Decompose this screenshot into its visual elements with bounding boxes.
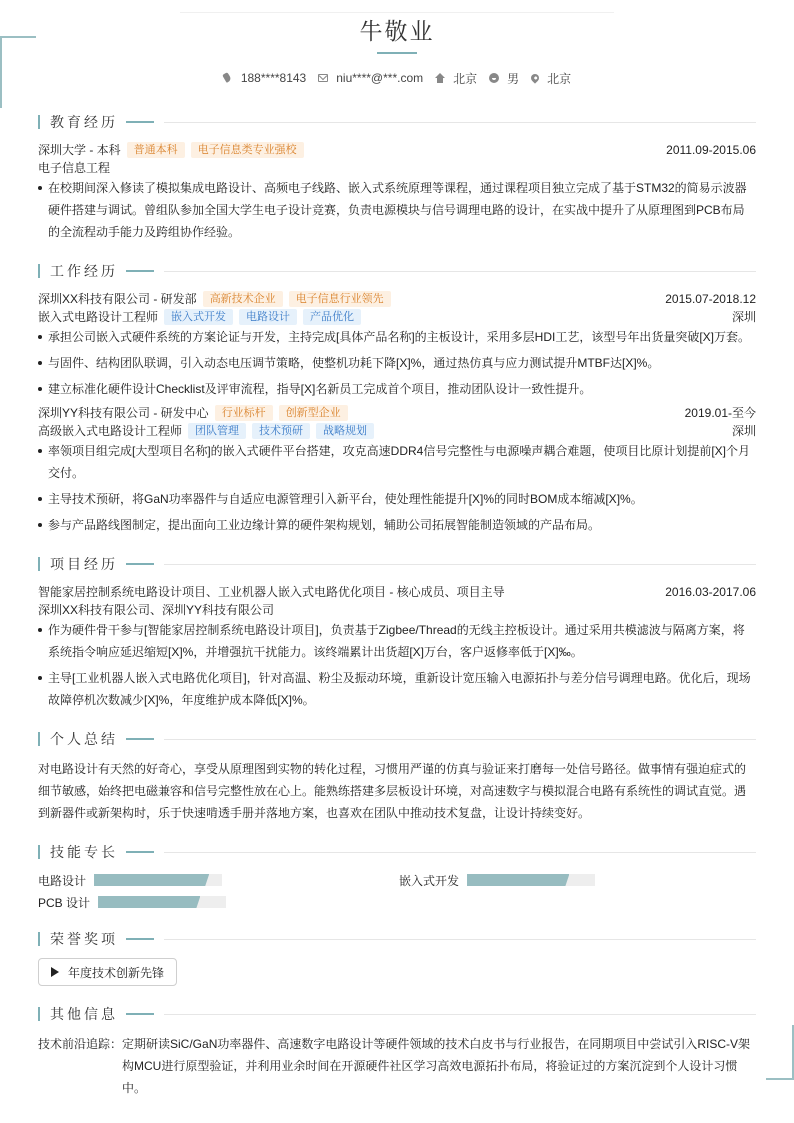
work-city: 深圳: [731, 424, 756, 438]
section-marker: [38, 115, 40, 129]
section-marker: [38, 1007, 40, 1021]
section-summary: [38, 731, 756, 747]
skill-bar: [98, 896, 226, 908]
skill-name: PCB 设计: [38, 895, 91, 910]
section-title: 个人总结: [50, 731, 118, 747]
work-dates: 2015.07-2018.12: [665, 292, 756, 306]
other-info-label: 技术前沿追踪：: [38, 1037, 123, 1051]
project-bullet: 作为硬件骨干参与[智能家居控制系统电路设计项目]，负责基于Zigbee/Thread的无线主控板设计。通过采用共模滤波与隔离方案，将系统指令响应延迟缩短[X]%，并增强抗干扰能力。该终端累计出货超[X]万台，客户返修率低于[X]‰。: [38, 619, 756, 663]
company-tag: 电子信息行业领先: [289, 291, 391, 307]
company-name: 深圳XX科技有限公司 - 研发部: [38, 292, 197, 306]
section-accent-line: [126, 738, 154, 740]
education-major-row: [38, 159, 756, 177]
corner-decoration-top-left-vertical: [0, 36, 2, 108]
section-marker: [38, 845, 40, 859]
project-dates: 2016.03-2017.06: [665, 585, 756, 599]
role-tag: 团队管理: [188, 423, 246, 439]
section-education: [38, 114, 756, 130]
company-tag: 行业标杆: [215, 405, 273, 421]
corner-decoration-top-left: [0, 36, 36, 38]
contact-gender: [489, 70, 519, 87]
section-marker: [38, 932, 40, 946]
work-role-row: [38, 422, 756, 440]
project-title-row: [38, 583, 756, 601]
work-company-row: [38, 290, 756, 308]
section-accent-line: [126, 121, 154, 123]
section-projects: [38, 556, 756, 572]
section-marker: [38, 264, 40, 278]
gender-text: 男: [507, 71, 520, 86]
skill-item: [38, 895, 226, 909]
section-rule: [164, 939, 756, 940]
skill-bar: [467, 874, 595, 886]
project-companies: 深圳XX科技有限公司、深圳YY科技有限公司: [38, 603, 275, 617]
job-title: 嵌入式电路设计工程师: [38, 310, 159, 324]
section-rule: [164, 271, 756, 272]
education-dates: 2011.09-2015.06: [666, 143, 756, 157]
section-title: 其他信息: [50, 1006, 118, 1022]
school-name: 深圳大学 - 本科: [38, 143, 121, 157]
section-title: 荣誉奖项: [50, 931, 118, 947]
contact-phone: [223, 71, 306, 85]
corner-decoration-bottom-right: [766, 1078, 794, 1080]
section-accent-line: [126, 1013, 154, 1015]
location-text: 北京: [547, 71, 572, 86]
location-pin-icon: [529, 72, 540, 83]
work-bullet: 建立标准化硬件设计Checklist及评审流程，指导[X]名新员工完成首个项目，推动团队设计一致性提升。: [38, 378, 756, 400]
section-title: 项目经历: [50, 556, 118, 572]
section-title: 教育经历: [50, 114, 118, 130]
section-rule: [164, 1014, 756, 1015]
section-rule: [164, 564, 756, 565]
section-title: 技能专长: [50, 844, 118, 860]
play-triangle-icon: [51, 967, 59, 977]
mail-icon: [318, 74, 328, 82]
summary-text: 对电路设计有天然的好奇心，享受从原理图到实物的转化过程，习惯用严谨的仿真与验证来打磨每一处信号路径。做事情有强迫症式的细节敏感，始终把电磁兼容和信号完整性放在心上。能熟练搭建多层板设计环境，对高速数字与模拟混合电路有系统性的调试直觉。遇到新器件或新架构时，乐于快速啃透手册并落地方案，也喜欢在团队中推动技术复盘，让设计持续变好。: [38, 762, 747, 820]
candidate-name: 牛敬业: [359, 18, 435, 44]
company-tag: 高新技术企业: [203, 291, 283, 307]
section-accent-line: [126, 563, 154, 565]
company-tag: 创新型企业: [279, 405, 348, 421]
skill-name: 电路设计: [38, 873, 87, 888]
other-info-row: [38, 1033, 756, 1099]
section-other: [38, 1006, 756, 1022]
work-bullet: 主导技术预研，将GaN功率器件与自适应电源管理引入新平台，使处理性能提升[X]%的同时BOM成本缩减[X]%。: [38, 488, 756, 510]
work-bullet: 与固件、结构团队联调，引入动态电压调节策略，使整机功耗下降[X]%，通过热仿真与应力测试提升MTBF达[X]%。: [38, 352, 756, 374]
section-rule: [164, 122, 756, 123]
city-text: 北京: [453, 71, 478, 86]
award-chip: [38, 958, 177, 986]
project-company-row: [38, 601, 756, 619]
section-accent-line: [126, 851, 154, 853]
section-marker: [38, 557, 40, 571]
role-tag: 战略规划: [316, 423, 374, 439]
section-title: 工作经历: [50, 263, 118, 279]
email-text: niu****@***.com: [336, 71, 424, 85]
role-tag: 产品优化: [303, 309, 361, 325]
work-bullet: 率领项目组完成[大型项目名称]的嵌入式硬件平台搭建，攻克高速DDR4信号完整性与电源噪声耦合难题，使项目比原计划提前[X]个月交付。: [38, 440, 756, 484]
section-skills: [38, 844, 756, 860]
section-accent-line: [126, 270, 154, 272]
role-tag: 电路设计: [239, 309, 297, 325]
name-underline: [377, 52, 417, 54]
home-icon: [435, 73, 445, 83]
contact-location: [531, 70, 571, 87]
phone-icon: [223, 73, 233, 83]
skill-item: [38, 873, 222, 887]
section-rule: [164, 739, 756, 740]
education-school-row: [38, 141, 756, 159]
section-rule: [164, 852, 756, 853]
major: 电子信息工程: [38, 161, 111, 175]
section-awards: [38, 931, 756, 947]
work-dates: 2019.01-至今: [684, 406, 756, 420]
section-accent-line: [126, 938, 154, 940]
skill-level-fill: [98, 896, 200, 908]
work-city: 深圳: [731, 310, 756, 324]
contact-bar: [38, 70, 756, 86]
job-title: 高级嵌入式电路设计工程师: [38, 424, 183, 438]
skill-level-fill: [94, 874, 209, 886]
project-bullet: 主导[工业机器人嵌入式电路优化项目]，针对高温、粉尘及振动环境，重新设计宽压输入电源拓扑与差分信号调理电路。优化后，现场故障停机次数减少[X]%，年度维护成本降低[X]%。: [38, 667, 756, 711]
skill-item: [399, 873, 595, 887]
section-marker: [38, 732, 40, 746]
project-title: 智能家居控制系统电路设计项目、工业机器人嵌入式电路优化项目 - 核心成员、项目主导: [38, 585, 505, 599]
role-tag: 技术预研: [252, 423, 310, 439]
skill-name: 嵌入式开发: [399, 873, 460, 888]
work-company-row: [38, 404, 756, 422]
section-work: [38, 263, 756, 279]
school-tag: 电子信息类专业强校: [191, 142, 304, 158]
work-bullet: 参与产品路线图制定，提出面向工业边缘计算的硬件架构规划，辅助公司拓展智能制造领域的产品布局。: [38, 514, 756, 536]
award-label: 年度技术创新先锋: [68, 965, 165, 980]
other-info-text: 定期研读SiC/GaN功率器件、高速数字电路设计等硬件领域的技术白皮书与行业报告，在同期项目中尝试引入RISC-V架构MCU进行原型验证，并利用业余时间在开源硬件社区学习高效电源拓扑布局，将验证过的方案沉淀到个人设计习惯中。: [122, 1037, 751, 1095]
company-name: 深圳YY科技有限公司 - 研发中心: [38, 406, 209, 420]
phone-text: 188****8143: [240, 71, 307, 85]
contact-email: [318, 71, 423, 85]
school-tag: 普通本科: [127, 142, 185, 158]
skill-level-fill: [467, 874, 569, 886]
work-bullet: 承担公司嵌入式硬件系统的方案论证与开发，主持完成[具体产品名称]的主板设计，采用多层HDI工艺，该型号年出货量突破[X]万套。: [38, 326, 756, 348]
resume-page: [38, 0, 756, 1095]
skill-bar: [94, 874, 222, 886]
user-icon: [489, 73, 499, 83]
education-bullet: 在校期间深入修读了模拟集成电路设计、高频电子线路、嵌入式系统原理等课程，通过课程项目独立完成了基于STM32的简易示波器硬件搭建与调试。曾组队参加全国大学生电子设计竞赛，负责电源模块与信号调理电路的设计，在实战中提升了从原理图到PCB布局的全流程动手能力及跨组协作经验。: [38, 177, 756, 243]
contact-city: [435, 70, 477, 87]
role-tag: 嵌入式开发: [164, 309, 233, 325]
work-role-row: [38, 308, 756, 326]
